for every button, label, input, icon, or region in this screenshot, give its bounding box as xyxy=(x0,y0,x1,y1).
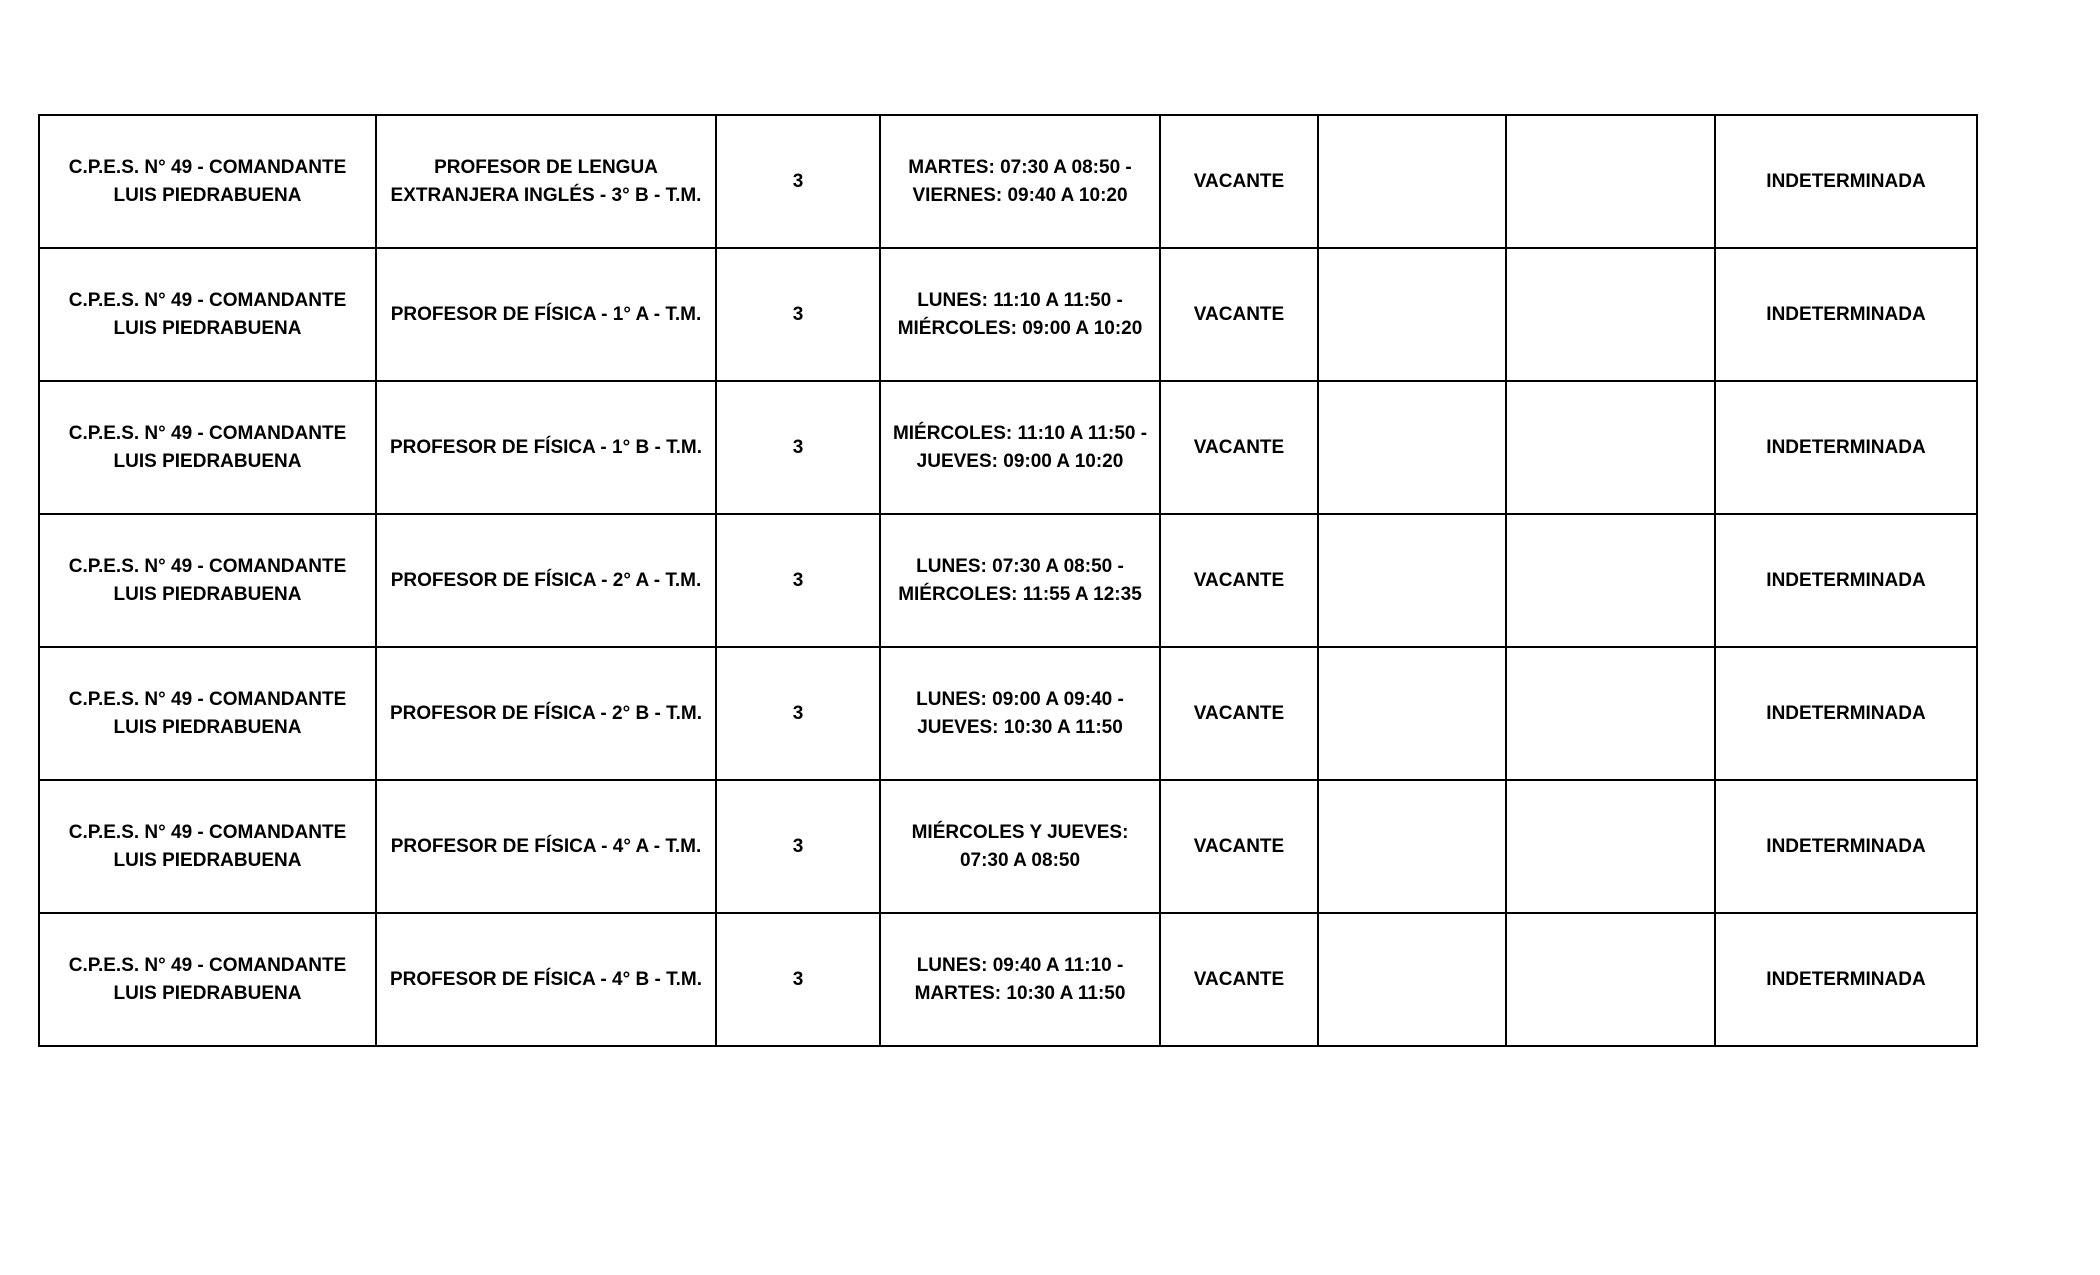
schedule-cell: MIÉRCOLES Y JUEVES: 07:30 A 08:50 xyxy=(880,780,1160,913)
school-cell: C.P.E.S. N° 49 - COMANDANTE LUIS PIEDRABUENA xyxy=(39,913,376,1046)
position-cell: PROFESOR DE LENGUA EXTRANJERA INGLÉS - 3° B - T.M. xyxy=(376,115,716,248)
school-cell: C.P.E.S. N° 49 - COMANDANTE LUIS PIEDRABUENA xyxy=(39,115,376,248)
hours-cell: 3 xyxy=(716,514,880,647)
table-row xyxy=(39,514,1977,647)
position-cell: PROFESOR DE FÍSICA - 2° A - T.M. xyxy=(376,514,716,647)
empty-cell xyxy=(1318,248,1506,381)
table-row xyxy=(39,780,1977,913)
empty-cell xyxy=(1318,780,1506,913)
hours-cell: 3 xyxy=(716,381,880,514)
schedule-cell: MIÉRCOLES: 11:10 A 11:50 - JUEVES: 09:00 A 10:20 xyxy=(880,381,1160,514)
empty-cell xyxy=(1506,514,1715,647)
duration-cell: INDETERMINADA xyxy=(1715,381,1977,514)
duration-cell: INDETERMINADA xyxy=(1715,514,1977,647)
hours-cell: 3 xyxy=(716,913,880,1046)
empty-cell xyxy=(1506,780,1715,913)
position-cell: PROFESOR DE FÍSICA - 4° A - T.M. xyxy=(376,780,716,913)
schedule-cell: LUNES: 09:40 A 11:10 - MARTES: 10:30 A 11:50 xyxy=(880,913,1160,1046)
empty-cell xyxy=(1318,647,1506,780)
hours-cell: 3 xyxy=(716,115,880,248)
schedule-cell: LUNES: 07:30 A 08:50 - MIÉRCOLES: 11:55 A 12:35 xyxy=(880,514,1160,647)
empty-cell xyxy=(1506,248,1715,381)
schedule-cell: MARTES: 07:30 A 08:50 - VIERNES: 09:40 A 10:20 xyxy=(880,115,1160,248)
schedule-cell: LUNES: 11:10 A 11:50 - MIÉRCOLES: 09:00 A 10:20 xyxy=(880,248,1160,381)
status-cell: VACANTE xyxy=(1160,381,1318,514)
duration-cell: INDETERMINADA xyxy=(1715,115,1977,248)
empty-cell xyxy=(1506,647,1715,780)
position-cell: PROFESOR DE FÍSICA - 1° B - T.M. xyxy=(376,381,716,514)
table-row xyxy=(39,381,1977,514)
status-cell: VACANTE xyxy=(1160,913,1318,1046)
status-cell: VACANTE xyxy=(1160,780,1318,913)
position-cell: PROFESOR DE FÍSICA - 4° B - T.M. xyxy=(376,913,716,1046)
table-row xyxy=(39,115,1977,248)
status-cell: VACANTE xyxy=(1160,115,1318,248)
hours-cell: 3 xyxy=(716,248,880,381)
empty-cell xyxy=(1506,381,1715,514)
empty-cell xyxy=(1506,115,1715,248)
status-cell: VACANTE xyxy=(1160,514,1318,647)
empty-cell xyxy=(1318,913,1506,1046)
table-row xyxy=(39,248,1977,381)
duration-cell: INDETERMINADA xyxy=(1715,913,1977,1046)
empty-cell xyxy=(1318,514,1506,647)
vacancy-table-body xyxy=(39,115,1977,1046)
table-row xyxy=(39,647,1977,780)
schedule-cell: LUNES: 09:00 A 09:40 - JUEVES: 10:30 A 11:50 xyxy=(880,647,1160,780)
duration-cell: INDETERMINADA xyxy=(1715,248,1977,381)
vacancy-table xyxy=(38,114,1978,1047)
school-cell: C.P.E.S. N° 49 - COMANDANTE LUIS PIEDRABUENA xyxy=(39,514,376,647)
hours-cell: 3 xyxy=(716,647,880,780)
school-cell: C.P.E.S. N° 49 - COMANDANTE LUIS PIEDRABUENA xyxy=(39,647,376,780)
school-cell: C.P.E.S. N° 49 - COMANDANTE LUIS PIEDRABUENA xyxy=(39,381,376,514)
duration-cell: INDETERMINADA xyxy=(1715,780,1977,913)
school-cell: C.P.E.S. N° 49 - COMANDANTE LUIS PIEDRABUENA xyxy=(39,248,376,381)
position-cell: PROFESOR DE FÍSICA - 1° A - T.M. xyxy=(376,248,716,381)
status-cell: VACANTE xyxy=(1160,248,1318,381)
empty-cell xyxy=(1318,115,1506,248)
hours-cell: 3 xyxy=(716,780,880,913)
empty-cell xyxy=(1506,913,1715,1046)
position-cell: PROFESOR DE FÍSICA - 2° B - T.M. xyxy=(376,647,716,780)
school-cell: C.P.E.S. N° 49 - COMANDANTE LUIS PIEDRABUENA xyxy=(39,780,376,913)
duration-cell: INDETERMINADA xyxy=(1715,647,1977,780)
table-row xyxy=(39,913,1977,1046)
empty-cell xyxy=(1318,381,1506,514)
status-cell: VACANTE xyxy=(1160,647,1318,780)
